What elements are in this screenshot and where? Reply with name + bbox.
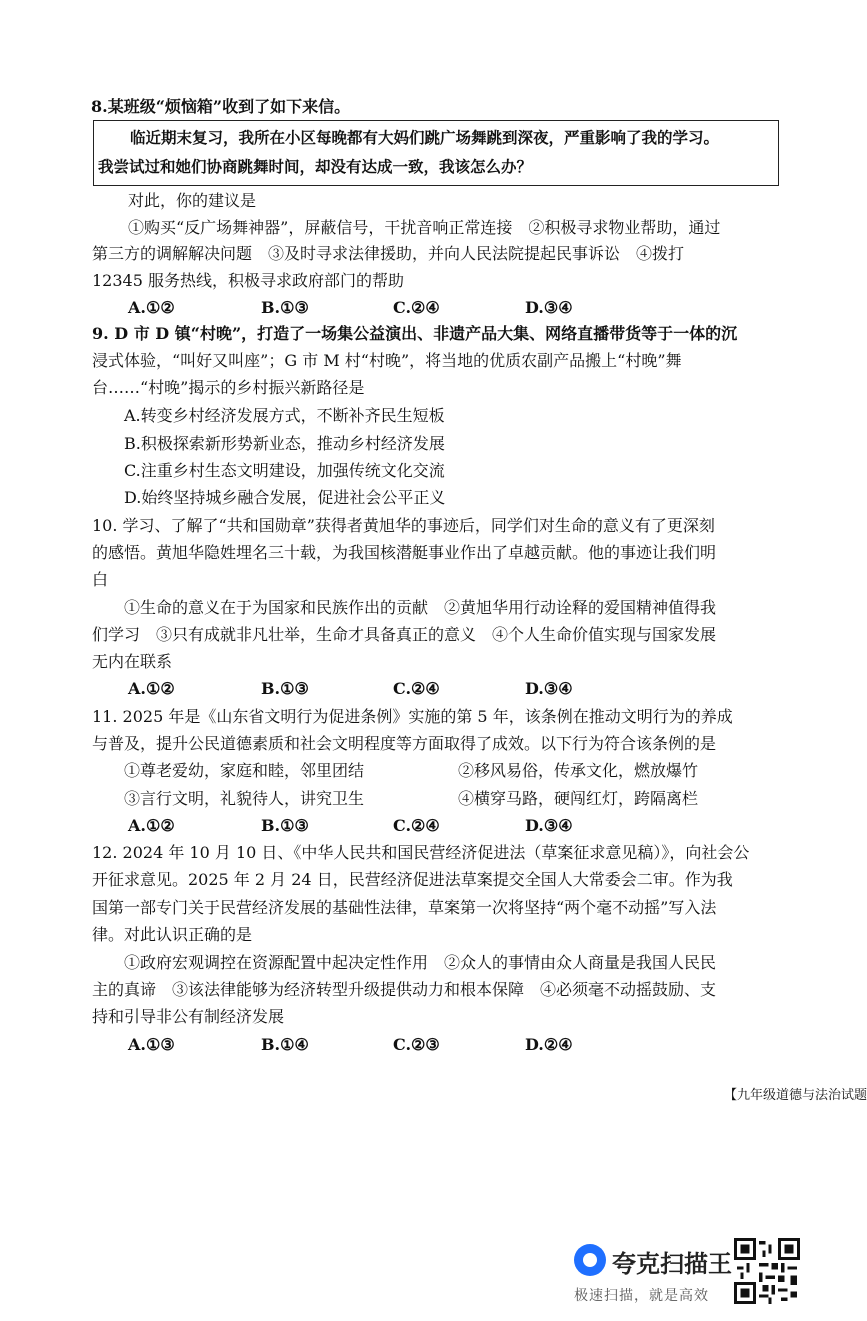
q10-option-c: C.②④ — [393, 679, 440, 698]
q12-stem-line-3: 国第一部专门关于民营经济发展的基础性法律，草案第一次将坚持“两个毫不动摇”写入法 — [92, 898, 717, 917]
q8-choice-line-2: 第三方的调解解决问题 ③及时寻求法律援助，并向人民法院提起民事诉讼 ④拨打 — [92, 244, 685, 263]
q8-choice-line-3: 12345 服务热线，积极寻求政府部门的帮助 — [92, 271, 404, 290]
q12-choice-line-3: 持和引导非公有制经济发展 — [92, 1007, 285, 1026]
q8-prompt: 对此，你的建议是 — [128, 191, 257, 210]
q8-letter-box — [93, 120, 779, 186]
q12-choice-line-1: ①政府宏观调控在资源配置中起决定性作用 ②众人的事情由众人商量是我国人民民 — [124, 953, 717, 972]
q12-choice-line-2: 主的真谛 ③该法律能够为经济转型升级提供动力和根本保障 ④必须毫不动摇鼓励、支 — [92, 980, 717, 999]
quark-logo-icon — [574, 1244, 606, 1276]
q8-option-a: A.①② — [128, 298, 175, 317]
q11-choice-3: ③言行文明，礼貌待人，讲究卫生 — [124, 789, 365, 808]
q8-stem: 8.某班级“烦恼箱”收到了如下来信。 — [91, 97, 351, 116]
q8-letter-line-2: 我尝试过和她们协商跳舞时间，却没有达成一致，我该怎么办？ — [98, 158, 533, 176]
q12-stem-line-2: 开征求意见。2025 年 2 月 24 日，民营经济促进法草案提交全国人大常委会二审。作为我 — [92, 870, 733, 889]
q11-choice-2: ②移风易俗，传承文化，燃放爆竹 — [458, 761, 699, 780]
q10-stem-line-3: 白 — [92, 570, 109, 589]
q11-option-d: D.③④ — [525, 816, 573, 835]
q11-stem-line-2: 与普及，提升公民道德素质和社会文明程度等方面取得了成效。以下行为符合该条例的是 — [92, 734, 717, 753]
q11-option-c: C.②④ — [393, 816, 440, 835]
q12-option-d: D.②④ — [525, 1035, 573, 1054]
q10-option-a: A.①② — [128, 679, 175, 698]
q11-choice-4: ④横穿马路，硬闯红灯，跨隔离栏 — [458, 789, 699, 808]
q8-choice-line-1: ①购买“反广场舞神器”，屏蔽信号，干扰音响正常连接 ②积极寻求物业帮助，通过 — [128, 218, 721, 237]
q8-option-b: B.①③ — [261, 298, 309, 317]
q11-choice-1: ①尊老爱幼，家庭和睦，邻里团结 — [124, 761, 365, 780]
q11-option-a: A.①② — [128, 816, 175, 835]
q12-stem-line-1: 12. 2024 年 10 月 10 日、《中华人民共和国民营经济促进法（草案征求意见稿）》，向社会公 — [92, 843, 750, 862]
q9-option-a: A.转变乡村经济发展方式，不断补齐民生短板 — [124, 406, 445, 425]
q10-choice-line-2: 们学习 ③只有成就非凡壮举，生命才具备真正的意义 ④个人生命价值实现与国家发展 — [92, 625, 717, 644]
q10-option-d: D.③④ — [525, 679, 573, 698]
q10-stem-line-1: 10. 学习、了解了“共和国勋章”获得者黄旭华的事迹后，同学们对生命的意义有了更深刻 — [92, 516, 715, 535]
watermark-subtitle: 极速扫描，就是高效 — [574, 1288, 709, 1304]
qr-code-icon — [734, 1238, 800, 1304]
q10-choice-line-1: ①生命的意义在于为国家和民族作出的贡献 ②黄旭华用行动诠释的爱国精神值得我 — [124, 598, 717, 617]
q12-option-a: A.①③ — [128, 1035, 175, 1054]
q8-option-c: C.②④ — [393, 298, 440, 317]
q9-option-d: D.始终坚持城乡融合发展，促进社会公平正义 — [124, 488, 446, 507]
q10-stem-line-2: 的感悟。黄旭华隐姓埋名三十载，为我国核潜艇事业作出了卓越贡献。他的事迹让我们明 — [92, 543, 717, 562]
q12-stem-line-4: 律。对此认识正确的是 — [92, 925, 253, 944]
page-footer: 【九年级道德与法治试题 — [723, 1088, 867, 1103]
q11-option-b: B.①③ — [261, 816, 309, 835]
q8-letter-line-1: 临近期末复习，我所在小区每晚都有大妈们跳广场舞跳到深夜，严重影响了我的学习。 — [130, 129, 720, 147]
q12-option-b: B.①④ — [261, 1035, 309, 1054]
q9-stem-line-3: 台……“村晚”揭示的乡村振兴新路径是 — [92, 378, 365, 397]
q10-choice-line-3: 无内在联系 — [92, 652, 173, 671]
q10-option-b: B.①③ — [261, 679, 309, 698]
q9-option-c: C.注重乡村生态文明建设，加强传统文化交流 — [124, 461, 445, 480]
watermark-title: 夸克扫描王 — [612, 1250, 732, 1278]
q9-stem-line-1: 9. D 市 D 镇“村晚”，打造了一场集公益演出、非遗产品大集、网络直播带货等于一体的沉 — [92, 324, 738, 343]
q11-stem-line-1: 11. 2025 年是《山东省文明行为促进条例》实施的第 5 年，该条例在推动文明行为的养成 — [92, 707, 733, 726]
q12-option-c: C.②③ — [393, 1035, 440, 1054]
q9-option-b: B.积极探索新形势新业态，推动乡村经济发展 — [124, 434, 445, 453]
q8-option-d: D.③④ — [525, 298, 573, 317]
q9-stem-line-2: 浸式体验，“叫好又叫座”；G 市 M 村“村晚”，将当地的优质农副产品搬上“村晚”舞 — [92, 351, 682, 370]
